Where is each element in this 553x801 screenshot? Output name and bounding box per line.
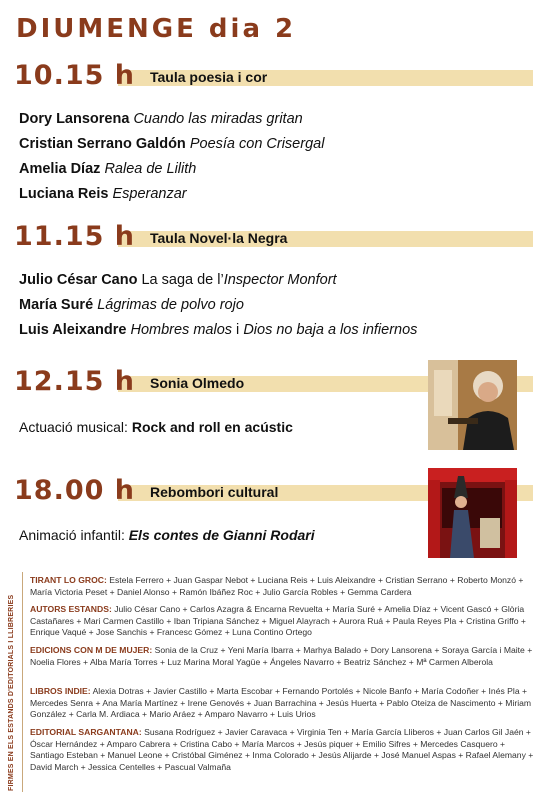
author-name: Cristian Serrano Galdón bbox=[19, 136, 186, 152]
work-prefix: La saga de l’ bbox=[141, 272, 224, 288]
session-highlight-bar bbox=[517, 485, 533, 501]
rebombori-description bbox=[19, 527, 315, 543]
work-title: Lágrimas de polvo rojo bbox=[97, 297, 244, 313]
work-title: Poesía con Crisergal bbox=[189, 136, 325, 152]
credit-text: Susana Rodríguez + Javier Caravaca + Virginia Ten + María García Lliberos + Juan Carlos Gil Jaén + Óscar Hernández + Amparo Cabrera + Cristina Cabo + María Marcos + Jesús piquer + Emilio Sifres + Mercedes Casquero + Santiago Esteban + Manuel Leone + Cristóbal Giménez + Inma Colorado + Jesús Alijarde + José Manuel Aspas + Rafael Alemany + David March + Jessica Centelles + Pascual Valmaña bbox=[30, 727, 534, 772]
session-label: Rebombori cultural bbox=[150, 484, 279, 500]
session-highlight-bar bbox=[517, 376, 533, 392]
session-band-1 bbox=[14, 60, 533, 100]
credit-block-4 bbox=[30, 686, 535, 721]
poesia-entry-2 bbox=[19, 136, 324, 152]
author-name: Dory Lansorena bbox=[19, 111, 130, 127]
credit-heading: EDICIONS CON M DE MUJER: bbox=[30, 645, 153, 655]
session-time: 10.15 h bbox=[14, 60, 136, 91]
poesia-entry-1 bbox=[19, 111, 303, 127]
session-label: Taula Novel·la Negra bbox=[150, 230, 288, 246]
credit-heading: TIRANT LO GROC: bbox=[30, 575, 107, 585]
work-title: Hombres malos bbox=[130, 322, 233, 338]
session-label: Taula poesia i cor bbox=[150, 69, 268, 85]
work-separator: i bbox=[236, 322, 240, 338]
session-time: 11.15 h bbox=[14, 221, 136, 252]
work-title: Ralea de Lilith bbox=[104, 161, 197, 177]
session-band-2 bbox=[14, 221, 533, 261]
session-label: Sonia Olmedo bbox=[150, 375, 245, 391]
credit-block-1 bbox=[30, 575, 535, 598]
author-name: Luciana Reis bbox=[19, 186, 109, 202]
author-name: María Suré bbox=[19, 297, 94, 313]
session-time: 18.00 h bbox=[14, 475, 136, 506]
session-band-3 bbox=[14, 366, 428, 406]
negra-entry-3 bbox=[19, 322, 417, 338]
credit-text: Sonia de la Cruz + Yeni María Ibarra + Marhya Balado + Dory Lansorena + Soraya García i Maite + Noelia Flores + Alba María Torres + Luz Marina Moral Yagüe + Ángeles Navarro + Beatriz Sánchez + Mª Carmen Alberola bbox=[30, 645, 533, 667]
work-title: Inspector Monfort bbox=[223, 272, 337, 288]
credit-text: Julio César Cano + Carlos Azagra & Encarna Revuelta + María Suré + Amelia Díaz + Vicent Gascó + Glòria Castañares + Mari Carmen Castillo + Iban Tripiana Sánchez + Miguel Alayrach + Aurora Ruá + Paula Reyes Pla + Cristina Griffo + Enrique Vaqué + Jose Sanchis + Francesc Gómez + Luna Contino Ortego bbox=[30, 604, 526, 637]
author-name: Amelia Díaz bbox=[19, 161, 101, 177]
description-text: Els contes de Gianni Rodari bbox=[128, 527, 315, 543]
credit-heading: EDITORIAL SARGANTANA: bbox=[30, 727, 142, 737]
work-title: Dios no baja a los infiernos bbox=[243, 322, 418, 338]
description-prefix: Animació infantil: bbox=[19, 527, 125, 543]
poesia-entry-3 bbox=[19, 161, 196, 177]
author-name: Julio César Cano bbox=[19, 272, 138, 288]
sonia-description bbox=[19, 419, 293, 435]
credit-text: Estela Ferrero + Juan Gaspar Nebot + Luciana Reis + Luis Aleixandre + Cristian Serrano + Roberto Monzó + María Victoria Peset + Daniel Alonso + Ramón Ibáñez Roc + Julio García Robles + Gemma Cardera bbox=[30, 575, 524, 597]
session-band-4 bbox=[14, 475, 428, 515]
credit-heading: LIBROS INDIE: bbox=[30, 686, 91, 696]
session-time: 12.15 h bbox=[14, 366, 136, 397]
credit-block-2 bbox=[30, 604, 535, 639]
vertical-divider bbox=[22, 572, 23, 792]
rebombori-photo bbox=[428, 468, 517, 558]
credit-block-3 bbox=[30, 645, 535, 668]
poesia-entry-4 bbox=[19, 186, 187, 202]
negra-entry-1 bbox=[19, 272, 337, 288]
sonia-olmedo-photo bbox=[428, 360, 517, 450]
author-name: Luis Aleixandre bbox=[19, 322, 127, 338]
side-label: FIRMES EN ELS ESTANDS D'EDITORIALS I LLIBRERIES bbox=[8, 594, 15, 791]
description-prefix: Actuació musical: bbox=[19, 419, 128, 435]
description-text: Rock and roll en acústic bbox=[131, 419, 293, 435]
credit-heading: AUTORS ESTANDS: bbox=[30, 604, 112, 614]
negra-entry-2 bbox=[19, 297, 244, 313]
page-title: DIUMENGE dia 2 bbox=[16, 14, 297, 44]
credit-block-5 bbox=[30, 727, 535, 773]
work-title: Esperanzar bbox=[112, 186, 187, 202]
work-title: Cuando las miradas gritan bbox=[133, 111, 303, 127]
credit-text: Alexia Dotras + Javier Castillo + Marta Escobar + Fernando Portolés + Nicole Banfo + María Codoñer + Inés Pla + Mercedes Senra + Ana María Martínez + Irene Genovés + Juan Barrachina + Jesús Huerta + Pablo Oteiza de Nascimento + Miriam González + Carla M. Ardiaca + Mario Aráez + Amparo Navarro + Luis Urios bbox=[30, 686, 532, 719]
